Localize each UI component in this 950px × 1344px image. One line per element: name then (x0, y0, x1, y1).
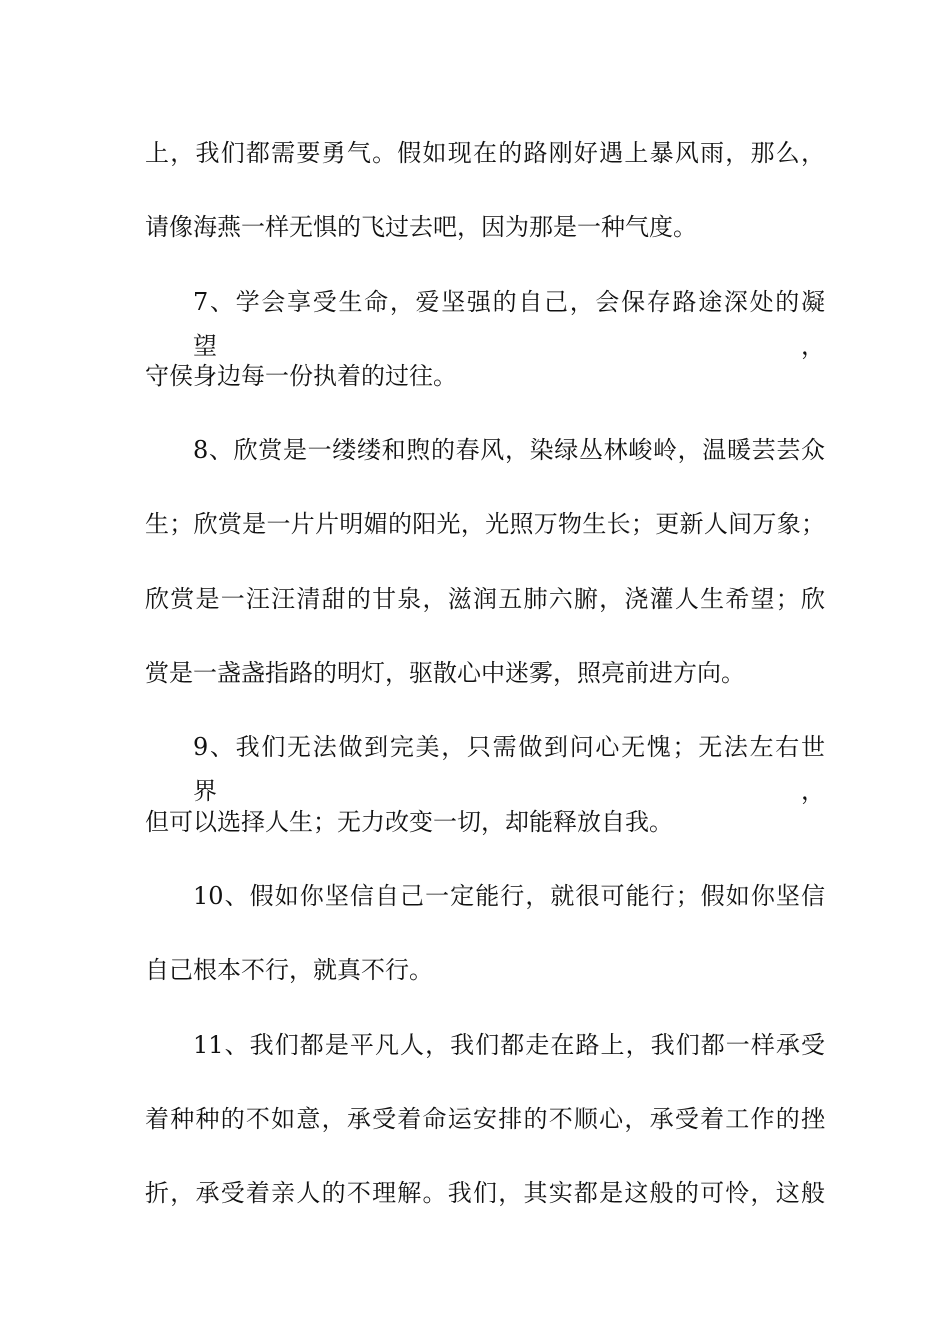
text-line: 折，承受着亲人的不理解。我们，其实都是这般的可怜，这般 (145, 1179, 825, 1208)
text-line: 8、欣赏是一缕缕和煦的春风，染绿丛林峻岭，温暖芸芸众 (193, 436, 825, 465)
text-line: 但可以选择人生；无力改变一切，却能释放自我。 (145, 807, 673, 836)
text-line: 自己根本不行，就真不行。 (145, 956, 433, 985)
text-line: 10、假如你坚信自己一定能行，就很可能行；假如你坚信 (193, 881, 825, 910)
document-body (145, 131, 825, 1245)
text-line: 着种种的不如意，承受着命运安排的不顺心，承受着工作的挫 (145, 1104, 825, 1133)
text-line: 生；欣赏是一片片明媚的阳光，光照万物生长；更新人间万象； (145, 510, 825, 539)
text-line: 11、我们都是平凡人，我们都走在路上，我们都一样承受 (193, 1030, 825, 1059)
text-line: 9、我们无法做到完美，只需做到问心无愧；无法左右世界， (193, 733, 825, 806)
text-line: 请像海燕一样无惧的飞过去吧，因为那是一种气度。 (145, 213, 697, 242)
text-line: 赏是一盏盏指路的明灯，驱散心中迷雾，照亮前进方向。 (145, 659, 745, 688)
text-line: 守侯身边每一份执着的过往。 (145, 361, 457, 390)
text-line: 欣赏是一汪汪清甜的甘泉，滋润五肺六腑，浇灌人生希望；欣 (145, 584, 825, 613)
text-line: 7、学会享受生命，爱坚强的自己，会保存路途深处的凝望， (193, 287, 825, 360)
text-line: 上，我们都需要勇气。假如现在的路刚好遇上暴风雨，那么， (145, 139, 825, 167)
